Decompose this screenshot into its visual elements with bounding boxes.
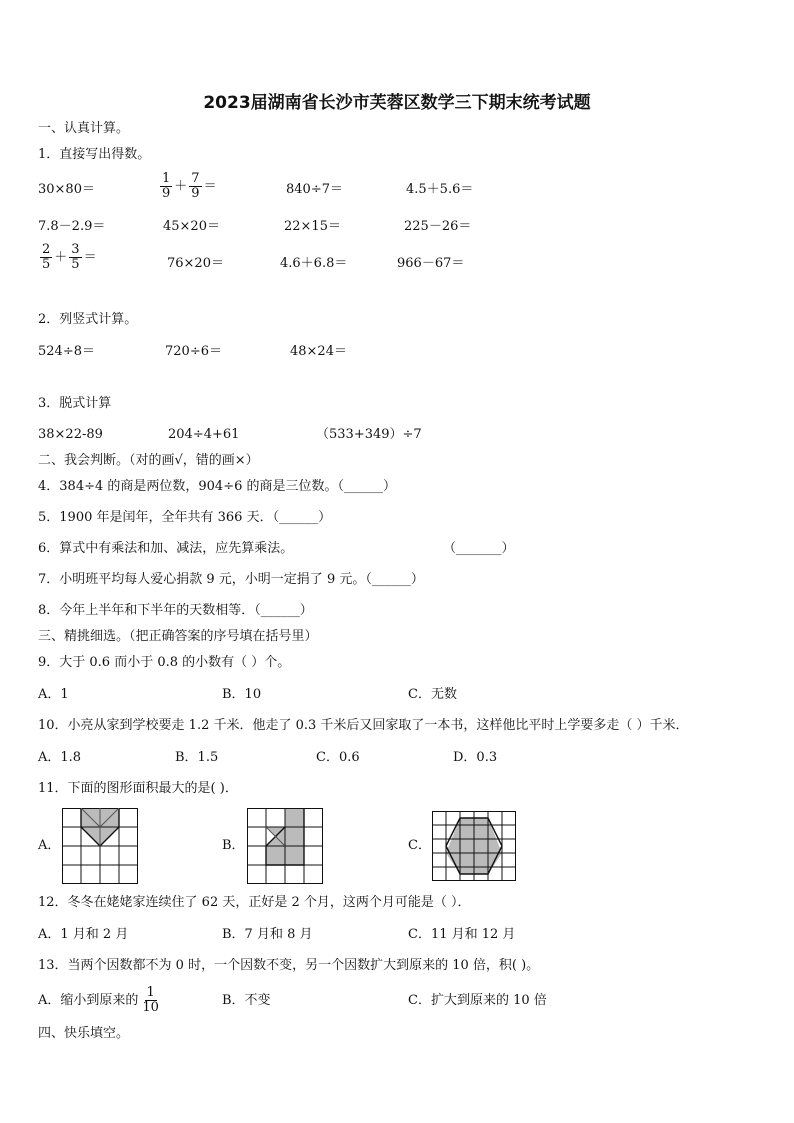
option-a[interactable]: A．1 — [38, 687, 69, 702]
fraction-numerator: 1 — [162, 171, 171, 186]
fraction-denominator: 5 — [42, 257, 51, 272]
calc-item: 7.8－2.9＝ — [38, 219, 106, 234]
calc-item: （533+349）÷7 — [316, 427, 422, 442]
option-a[interactable]: A． — [38, 838, 61, 853]
option-c[interactable]: C．11 月和 12 月 — [408, 927, 516, 942]
option-b[interactable]: B． — [222, 838, 245, 853]
question-text: 6．算式中有乘法和加、减法，应先算乘法。 — [38, 541, 294, 556]
option-c[interactable]: C．扩大到原来的 10 倍 — [408, 993, 547, 1008]
calc-item: 840÷7＝ — [286, 182, 343, 197]
calc-item: 524÷8＝ — [38, 344, 95, 359]
fraction-expression — [38, 243, 97, 272]
calc-item: 38×22-89 — [38, 427, 103, 442]
option-a[interactable]: A．1 月和 2 月 — [38, 927, 129, 942]
option-c[interactable]: C．无数 — [408, 687, 457, 702]
operator: ＋ — [174, 179, 188, 194]
fraction-numerator: 2 — [42, 242, 51, 257]
fraction-numerator: 7 — [191, 171, 200, 186]
calc-item: 204÷4+61 — [168, 427, 240, 442]
calc-item: 76×20＝ — [167, 256, 224, 271]
calc-item: 4.5＋5.6＝ — [406, 182, 474, 197]
question-text: 12．冬冬在姥姥家连续住了 62 天，正好是 2 个月，这两个月可能是（ ）． — [38, 895, 471, 910]
fraction-expression — [158, 172, 217, 201]
option-b[interactable]: B．1.5 — [175, 750, 219, 765]
question-text: 11．下面的图形面积最大的是( )． — [38, 781, 238, 796]
question-text: 8．今年上半年和下半年的天数相等．（______） — [38, 603, 313, 618]
fraction-denominator: 9 — [162, 186, 171, 201]
calc-item: 225－26＝ — [404, 219, 472, 234]
answer-blank[interactable]: （_______） — [443, 541, 515, 556]
equals-sign: ＝ — [83, 250, 97, 265]
grid-figure-a — [62, 808, 138, 884]
option-b[interactable]: B．7 月和 8 月 — [222, 927, 313, 942]
calc-item: 30×80＝ — [38, 182, 95, 197]
question-text: 4．384÷4 的商是两位数，904÷6 的商是三位数。（______） — [38, 479, 396, 494]
section-heading: 三、精挑细选。（把正确答案的序号填在括号里） — [38, 629, 318, 644]
fraction-denominator: 10 — [142, 1000, 159, 1015]
question-text: 9．大于 0.6 而小于 0.8 的小数有（ ）个。 — [38, 655, 291, 670]
option-b[interactable]: B．10 — [222, 687, 262, 702]
page-title: 2023届湖南省长沙市芙蓉区数学三下期末统考试题 — [203, 93, 591, 113]
fraction-denominator: 9 — [191, 186, 200, 201]
operator: ＋ — [54, 250, 68, 265]
calc-item: 48×24＝ — [290, 344, 347, 359]
grid-figure-b — [247, 808, 323, 884]
grid-figure-c — [432, 811, 516, 881]
option-a[interactable]: A．1.8 — [38, 750, 82, 765]
option-d[interactable]: D．0.3 — [453, 750, 498, 765]
fraction-numerator: 3 — [71, 242, 80, 257]
option-a-text: A．缩小到原来的 — [38, 993, 139, 1008]
question-text: 5．1900 年是闰年，全年共有 366 天．（______） — [38, 510, 332, 525]
section-heading: 二、我会判断。（对的画√，错的画×） — [38, 453, 259, 468]
calc-item: 4.6＋6.8＝ — [280, 256, 348, 271]
option-b[interactable]: B．不变 — [222, 993, 271, 1008]
question-text: 13．当两个因数都不为 0 时，一个因数不变，另一个因数扩大到原来的 10 倍，积( )。 — [38, 958, 540, 973]
fraction-numerator: 1 — [146, 985, 155, 1000]
question-label: 2．列竖式计算。 — [38, 312, 138, 327]
section-heading: 四、快乐填空。 — [38, 1026, 130, 1041]
question-text: 10．小亮从家到学校要走 1.2 千米．他走了 0.3 千米后又回家取了一本书，这样他比平时上学要多走（ ）千米． — [38, 718, 689, 733]
equals-sign: ＝ — [203, 179, 217, 194]
question-text: 7．小明班平均每人爱心捐款 9 元，小明一定捐了 9 元。（______） — [38, 572, 424, 587]
option-c[interactable]: C．0.6 — [316, 750, 360, 765]
option-a[interactable] — [38, 986, 163, 1015]
calc-item: 22×15＝ — [284, 219, 341, 234]
calc-item: 966－67＝ — [397, 256, 465, 271]
option-c[interactable]: C． — [408, 838, 431, 853]
calc-item: 45×20＝ — [163, 219, 220, 234]
question-label: 3．脱式计算 — [38, 396, 112, 411]
calc-item: 720÷6＝ — [165, 344, 222, 359]
question-label: 1．直接写出得数。 — [38, 147, 151, 162]
section-heading: 一、认真计算。 — [38, 121, 130, 136]
fraction-denominator: 5 — [71, 257, 80, 272]
